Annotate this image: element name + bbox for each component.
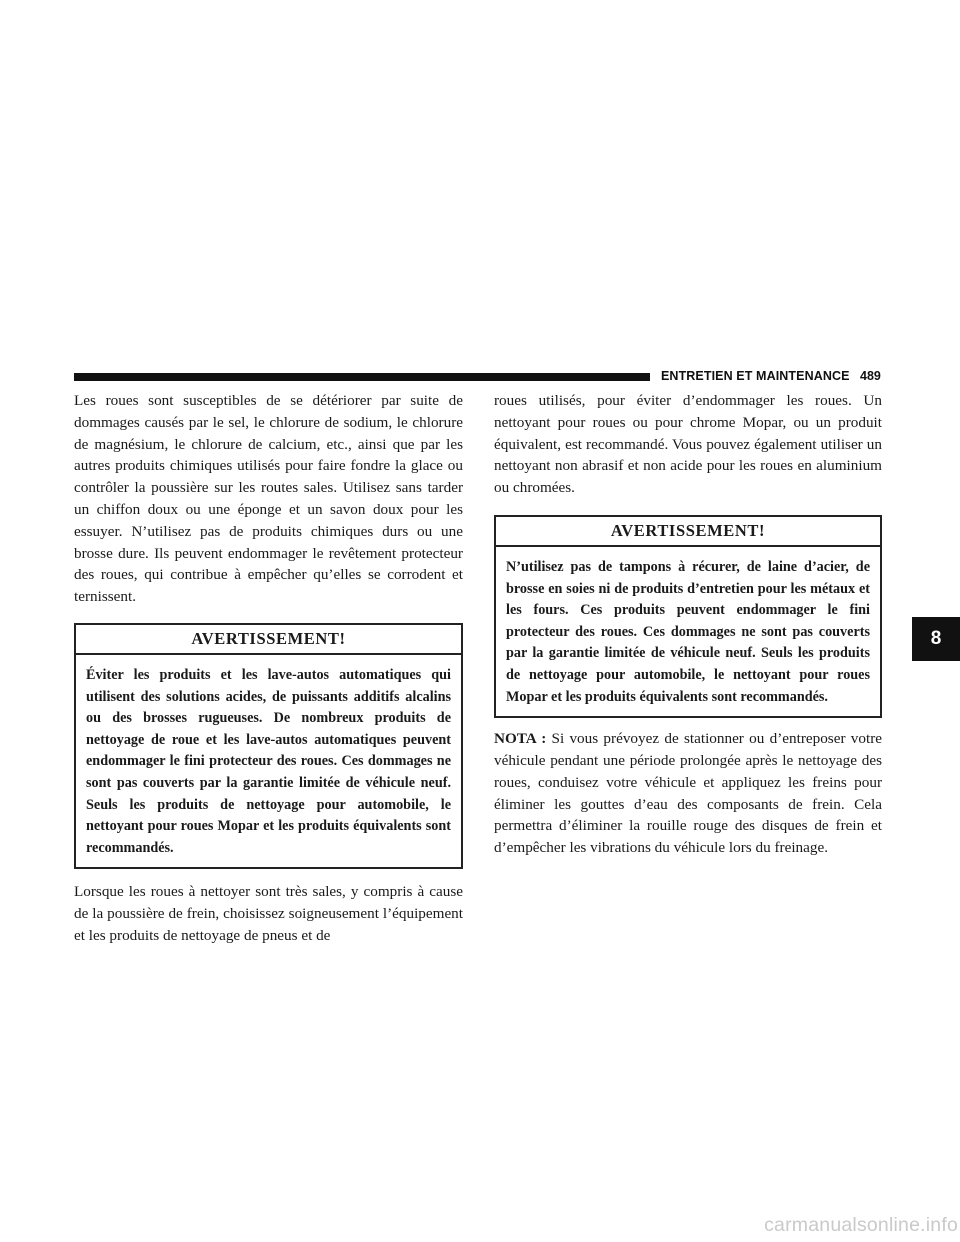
warning-title: AVERTISSEMENT! [496,517,880,547]
body-paragraph-continued: roues utilisés, pour éviter d’endommager les roues. Un nettoyant pour roues ou pour chrome Mopar, ou un produit équivalent, est recommandé. Vous pouvez également utiliser un nettoyant non abrasif et non acide pour les roues en aluminium ou chromées. [494,392,882,497]
note-text: Si vous prévoyez de stationner ou d’entreposer votre véhicule pendant une période prolongée après le nettoyage des roues, conduisez votre véhicule et appliquez les freins pour éliminer les gouttes d’eau des composants de frein. Cela permettra d’éliminer la rouille rouge des disques de frein et d’empêcher les vibrations du véhicule lors du freinage. [494,730,882,857]
header-rule [74,373,650,381]
left-column [74,390,463,947]
warning-text: N’utilisez pas de tampons à récurer, de laine d’acier, de brosse en soies ni de produits d’entretien pour les métaux et les fours. Ces produits peuvent endommager le fini protecteur des roues. Ces dommages ne sont pas couverts par la garantie limitée de véhicule neuf. Seuls les produits de nettoyage pour automobile, le nettoyant pour roues Mopar et les produits équivalents sont recommandés. [506,558,870,705]
warning-box [494,515,882,718]
warning-box [74,623,463,869]
note-label: NOTA : [494,730,547,748]
warning-title: AVERTISSEMENT! [76,625,461,655]
watermark [0,1214,960,1237]
intro-paragraph: Les roues sont susceptibles de se détériorer par suite de dommages causés par le sel, le chlorure de sodium, le chlorure de magnésium, le chlorure de calcium, etc., ainsi que par les autres produits chimiques utilisés pour faire fondre la glace ou contrôler la poussière sur les routes sales. Utilisez sans tarder un chiffon doux ou une éponge et un savon doux pour les essuyer. N’utilisez pas de produits chimiques durs ou une brosse dure. Ils peuvent endommager le revêtement protecteur des roues, qui contribue à empêcher qu’elles se corrodent et ternissent. [74,392,463,606]
right-column [494,390,882,859]
body-paragraph: Lorsque les roues à nettoyer sont très sales, y compris à cause de la poussière de frein, choisissez soigneusement l’équipement et les produits de nettoyage de pneus et de [74,883,463,944]
page-number: 489 [860,369,881,383]
warning-text: Éviter les produits et les lave-autos automatiques qui utilisent des solutions acides, de puissants additifs alcalins ou des brosses rugueuses. De nombreux produits de nettoyage de roue et les lave-autos automatiques peuvent endommager le fini protecteur des roues. Ces dommages ne sont pas couverts par la garantie limitée de véhicule neuf. Seuls les produits de nettoyage pour automobile, le nettoyant pour roues Mopar et les produits équivalents sont recommandés. [86,666,451,856]
chapter-tab: 8 [912,617,960,661]
watermark-text: carmanualsonline.info [764,1214,958,1236]
section-title: ENTRETIEN ET MAINTENANCE [661,369,850,383]
note-paragraph [494,728,882,859]
